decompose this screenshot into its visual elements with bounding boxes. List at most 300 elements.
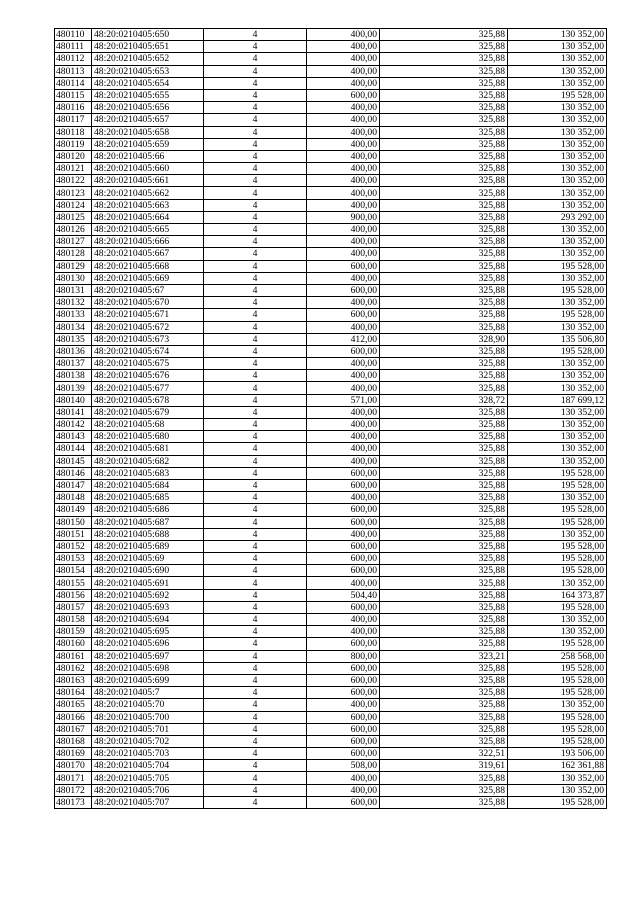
table-row [55, 211, 607, 223]
value-cell: 195 528,00 [508, 89, 607, 101]
rate-cell: 325,88 [380, 187, 508, 199]
category-cell: 4 [204, 796, 307, 808]
area-cell: 600,00 [307, 89, 380, 101]
area-cell: 600,00 [307, 504, 380, 516]
category-cell: 4 [204, 504, 307, 516]
rate-cell: 325,88 [380, 406, 508, 418]
area-cell: 800,00 [307, 650, 380, 662]
row-number-cell: 480117 [55, 114, 92, 126]
cadastral-number-cell: 48:20:0210405:67 [92, 284, 204, 296]
category-cell: 4 [204, 77, 307, 89]
cadastral-number-cell: 48:20:0210405:705 [92, 772, 204, 784]
row-number-cell: 480111 [55, 41, 92, 53]
value-cell: 130 352,00 [508, 382, 607, 394]
cadastral-number-cell: 48:20:0210405:689 [92, 540, 204, 552]
cadastral-number-cell: 48:20:0210405:690 [92, 565, 204, 577]
row-number-cell: 480135 [55, 333, 92, 345]
rate-cell: 325,88 [380, 419, 508, 431]
area-cell: 400,00 [307, 77, 380, 89]
table-row [55, 577, 607, 589]
row-number-cell: 480155 [55, 577, 92, 589]
area-cell: 600,00 [307, 284, 380, 296]
value-cell: 130 352,00 [508, 224, 607, 236]
value-cell: 130 352,00 [508, 406, 607, 418]
category-cell: 4 [204, 199, 307, 211]
value-cell: 130 352,00 [508, 626, 607, 638]
cadastral-number-cell: 48:20:0210405:660 [92, 163, 204, 175]
rate-cell: 325,88 [380, 492, 508, 504]
category-cell: 4 [204, 687, 307, 699]
rate-cell: 325,88 [380, 297, 508, 309]
rate-cell: 325,88 [380, 370, 508, 382]
category-cell: 4 [204, 699, 307, 711]
table-row [55, 650, 607, 662]
value-cell: 195 528,00 [508, 540, 607, 552]
value-cell: 130 352,00 [508, 114, 607, 126]
value-cell: 193 506,00 [508, 748, 607, 760]
table-row [55, 138, 607, 150]
category-cell: 4 [204, 443, 307, 455]
area-cell: 600,00 [307, 735, 380, 747]
row-number-cell: 480113 [55, 65, 92, 77]
rate-cell: 325,88 [380, 321, 508, 333]
row-number-cell: 480128 [55, 248, 92, 260]
table-row [55, 711, 607, 723]
row-number-cell: 480119 [55, 138, 92, 150]
rate-cell: 325,88 [380, 674, 508, 686]
cadastral-number-cell: 48:20:0210405:692 [92, 589, 204, 601]
table-row [55, 748, 607, 760]
row-number-cell: 480134 [55, 321, 92, 333]
cadastral-number-cell: 48:20:0210405:693 [92, 601, 204, 613]
value-cell: 195 528,00 [508, 674, 607, 686]
row-number-cell: 480124 [55, 199, 92, 211]
area-cell: 400,00 [307, 29, 380, 41]
table-row [55, 114, 607, 126]
area-cell: 400,00 [307, 382, 380, 394]
category-cell: 4 [204, 723, 307, 735]
value-cell: 195 528,00 [508, 309, 607, 321]
rate-cell: 325,88 [380, 53, 508, 65]
cadastral-number-cell: 48:20:0210405:655 [92, 89, 204, 101]
rate-cell: 325,88 [380, 284, 508, 296]
value-cell: 130 352,00 [508, 138, 607, 150]
value-cell: 130 352,00 [508, 126, 607, 138]
category-cell: 4 [204, 516, 307, 528]
area-cell: 400,00 [307, 248, 380, 260]
rate-cell: 325,88 [380, 224, 508, 236]
row-number-cell: 480159 [55, 626, 92, 638]
category-cell: 4 [204, 455, 307, 467]
table-row [55, 492, 607, 504]
value-cell: 195 528,00 [508, 601, 607, 613]
cadastral-number-cell: 48:20:0210405:672 [92, 321, 204, 333]
cadastral-number-cell: 48:20:0210405:675 [92, 358, 204, 370]
area-cell: 600,00 [307, 479, 380, 491]
area-cell: 508,00 [307, 760, 380, 772]
cadastral-number-cell: 48:20:0210405:662 [92, 187, 204, 199]
cadastral-number-cell: 48:20:0210405:658 [92, 126, 204, 138]
value-cell: 195 528,00 [508, 553, 607, 565]
rate-cell: 325,88 [380, 784, 508, 796]
row-number-cell: 480164 [55, 687, 92, 699]
table-row [55, 699, 607, 711]
category-cell: 4 [204, 711, 307, 723]
table-row [55, 723, 607, 735]
cadastral-number-cell: 48:20:0210405:701 [92, 723, 204, 735]
area-cell: 400,00 [307, 577, 380, 589]
rate-cell: 325,88 [380, 723, 508, 735]
rate-cell: 325,88 [380, 443, 508, 455]
row-number-cell: 480133 [55, 309, 92, 321]
row-number-cell: 480161 [55, 650, 92, 662]
table-row [55, 479, 607, 491]
rate-cell: 325,88 [380, 553, 508, 565]
area-cell: 400,00 [307, 419, 380, 431]
cadastral-number-cell: 48:20:0210405:670 [92, 297, 204, 309]
table-row [55, 150, 607, 162]
value-cell: 130 352,00 [508, 102, 607, 114]
cadastral-number-cell: 48:20:0210405:686 [92, 504, 204, 516]
category-cell: 4 [204, 614, 307, 626]
row-number-cell: 480172 [55, 784, 92, 796]
row-number-cell: 480126 [55, 224, 92, 236]
category-cell: 4 [204, 53, 307, 65]
row-number-cell: 480160 [55, 638, 92, 650]
table-row [55, 175, 607, 187]
value-cell: 162 361,88 [508, 760, 607, 772]
value-cell: 195 528,00 [508, 565, 607, 577]
cadastral-number-cell: 48:20:0210405:679 [92, 406, 204, 418]
rate-cell: 325,88 [380, 358, 508, 370]
table-row [55, 260, 607, 272]
category-cell: 4 [204, 29, 307, 41]
cadastral-number-cell: 48:20:0210405:698 [92, 662, 204, 674]
rate-cell: 325,88 [380, 89, 508, 101]
value-cell: 130 352,00 [508, 419, 607, 431]
rate-cell: 325,88 [380, 735, 508, 747]
table-row [55, 41, 607, 53]
category-cell: 4 [204, 735, 307, 747]
cadastral-number-cell: 48:20:0210405:657 [92, 114, 204, 126]
value-cell: 130 352,00 [508, 772, 607, 784]
table-row [55, 406, 607, 418]
value-cell: 135 506,80 [508, 333, 607, 345]
category-cell: 4 [204, 662, 307, 674]
cadastral-number-cell: 48:20:0210405:673 [92, 333, 204, 345]
area-cell: 400,00 [307, 699, 380, 711]
row-number-cell: 480144 [55, 443, 92, 455]
cadastral-number-cell: 48:20:0210405:707 [92, 796, 204, 808]
area-cell: 400,00 [307, 772, 380, 784]
table-row [55, 540, 607, 552]
area-cell: 600,00 [307, 516, 380, 528]
table-row [55, 126, 607, 138]
cadastral-number-cell: 48:20:0210405:666 [92, 236, 204, 248]
row-number-cell: 480169 [55, 748, 92, 760]
area-cell: 400,00 [307, 528, 380, 540]
category-cell: 4 [204, 419, 307, 431]
category-cell: 4 [204, 674, 307, 686]
cadastral-number-cell: 48:20:0210405:661 [92, 175, 204, 187]
table-row [55, 638, 607, 650]
table-row [55, 321, 607, 333]
area-cell: 900,00 [307, 211, 380, 223]
cadastral-number-cell: 48:20:0210405:665 [92, 224, 204, 236]
category-cell: 4 [204, 601, 307, 613]
row-number-cell: 480131 [55, 284, 92, 296]
cadastral-number-cell: 48:20:0210405:688 [92, 528, 204, 540]
value-cell: 130 352,00 [508, 150, 607, 162]
area-cell: 400,00 [307, 492, 380, 504]
table-row [55, 772, 607, 784]
rate-cell: 325,88 [380, 626, 508, 638]
area-cell: 400,00 [307, 65, 380, 77]
table-row [55, 662, 607, 674]
rate-cell: 325,88 [380, 431, 508, 443]
rate-cell: 325,88 [380, 150, 508, 162]
table-row [55, 760, 607, 772]
value-cell: 130 352,00 [508, 65, 607, 77]
table-row [55, 382, 607, 394]
value-cell: 130 352,00 [508, 321, 607, 333]
value-cell: 130 352,00 [508, 784, 607, 796]
cadastral-number-cell: 48:20:0210405:697 [92, 650, 204, 662]
cadastral-number-cell: 48:20:0210405:682 [92, 455, 204, 467]
rate-cell: 325,88 [380, 614, 508, 626]
row-number-cell: 480121 [55, 163, 92, 175]
value-cell: 130 352,00 [508, 187, 607, 199]
value-cell: 195 528,00 [508, 687, 607, 699]
table-row [55, 163, 607, 175]
cadastral-value-table [54, 28, 607, 809]
table-row [55, 199, 607, 211]
category-cell: 4 [204, 492, 307, 504]
category-cell: 4 [204, 89, 307, 101]
table-row [55, 626, 607, 638]
row-number-cell: 480153 [55, 553, 92, 565]
value-cell: 195 528,00 [508, 638, 607, 650]
table-row [55, 224, 607, 236]
rate-cell: 325,88 [380, 102, 508, 114]
table-row [55, 370, 607, 382]
row-number-cell: 480157 [55, 601, 92, 613]
table-row [55, 467, 607, 479]
area-cell: 400,00 [307, 41, 380, 53]
category-cell: 4 [204, 589, 307, 601]
area-cell: 412,00 [307, 333, 380, 345]
cadastral-number-cell: 48:20:0210405:667 [92, 248, 204, 260]
area-cell: 400,00 [307, 102, 380, 114]
rate-cell: 325,88 [380, 540, 508, 552]
cadastral-number-cell: 48:20:0210405:70 [92, 699, 204, 711]
cadastral-number-cell: 48:20:0210405:651 [92, 41, 204, 53]
category-cell: 4 [204, 748, 307, 760]
row-number-cell: 480167 [55, 723, 92, 735]
cadastral-number-cell: 48:20:0210405:694 [92, 614, 204, 626]
rate-cell: 325,88 [380, 248, 508, 260]
cadastral-number-cell: 48:20:0210405:66 [92, 150, 204, 162]
area-cell: 400,00 [307, 236, 380, 248]
value-cell: 195 528,00 [508, 662, 607, 674]
row-number-cell: 480142 [55, 419, 92, 431]
row-number-cell: 480110 [55, 29, 92, 41]
table-row [55, 89, 607, 101]
table-row [55, 77, 607, 89]
area-cell: 400,00 [307, 272, 380, 284]
rate-cell: 325,88 [380, 175, 508, 187]
table-row [55, 674, 607, 686]
value-cell: 130 352,00 [508, 77, 607, 89]
category-cell: 4 [204, 394, 307, 406]
value-cell: 130 352,00 [508, 297, 607, 309]
table-row [55, 65, 607, 77]
rate-cell: 325,88 [380, 199, 508, 211]
area-cell: 400,00 [307, 138, 380, 150]
table-row [55, 187, 607, 199]
row-number-cell: 480168 [55, 735, 92, 747]
cadastral-number-cell: 48:20:0210405:684 [92, 479, 204, 491]
table-row [55, 309, 607, 321]
cadastral-number-cell: 48:20:0210405:685 [92, 492, 204, 504]
area-cell: 600,00 [307, 540, 380, 552]
table-row [55, 565, 607, 577]
table-row [55, 419, 607, 431]
row-number-cell: 480151 [55, 528, 92, 540]
row-number-cell: 480143 [55, 431, 92, 443]
area-cell: 400,00 [307, 199, 380, 211]
row-number-cell: 480173 [55, 796, 92, 808]
area-cell: 400,00 [307, 626, 380, 638]
value-cell: 195 528,00 [508, 723, 607, 735]
value-cell: 130 352,00 [508, 455, 607, 467]
area-cell: 400,00 [307, 114, 380, 126]
area-cell: 400,00 [307, 163, 380, 175]
value-cell: 195 528,00 [508, 467, 607, 479]
value-cell: 195 528,00 [508, 504, 607, 516]
rate-cell: 325,88 [380, 211, 508, 223]
category-cell: 4 [204, 382, 307, 394]
cadastral-number-cell: 48:20:0210405:664 [92, 211, 204, 223]
value-cell: 293 292,00 [508, 211, 607, 223]
cadastral-number-cell: 48:20:0210405:656 [92, 102, 204, 114]
area-cell: 600,00 [307, 260, 380, 272]
area-cell: 400,00 [307, 784, 380, 796]
value-cell: 130 352,00 [508, 431, 607, 443]
row-number-cell: 480171 [55, 772, 92, 784]
area-cell: 600,00 [307, 711, 380, 723]
row-number-cell: 480146 [55, 467, 92, 479]
area-cell: 400,00 [307, 224, 380, 236]
table-row [55, 431, 607, 443]
table-row [55, 358, 607, 370]
value-cell: 130 352,00 [508, 272, 607, 284]
row-number-cell: 480138 [55, 370, 92, 382]
cadastral-number-cell: 48:20:0210405:676 [92, 370, 204, 382]
category-cell: 4 [204, 540, 307, 552]
value-cell: 130 352,00 [508, 492, 607, 504]
rate-cell: 325,88 [380, 711, 508, 723]
row-number-cell: 480147 [55, 479, 92, 491]
area-cell: 400,00 [307, 53, 380, 65]
cadastral-number-cell: 48:20:0210405:704 [92, 760, 204, 772]
category-cell: 4 [204, 358, 307, 370]
category-cell: 4 [204, 772, 307, 784]
row-number-cell: 480116 [55, 102, 92, 114]
area-cell: 600,00 [307, 467, 380, 479]
category-cell: 4 [204, 272, 307, 284]
table-row [55, 455, 607, 467]
value-cell: 130 352,00 [508, 443, 607, 455]
area-cell: 400,00 [307, 455, 380, 467]
rate-cell: 328,90 [380, 333, 508, 345]
value-cell: 130 352,00 [508, 41, 607, 53]
rate-cell: 325,88 [380, 638, 508, 650]
rate-cell: 325,88 [380, 699, 508, 711]
area-cell: 600,00 [307, 748, 380, 760]
category-cell: 4 [204, 187, 307, 199]
row-number-cell: 480132 [55, 297, 92, 309]
row-number-cell: 480136 [55, 345, 92, 357]
cadastral-number-cell: 48:20:0210405:654 [92, 77, 204, 89]
cadastral-number-cell: 48:20:0210405:678 [92, 394, 204, 406]
value-cell: 195 528,00 [508, 284, 607, 296]
value-cell: 130 352,00 [508, 614, 607, 626]
cadastral-number-cell: 48:20:0210405:69 [92, 553, 204, 565]
rate-cell: 325,88 [380, 272, 508, 284]
area-cell: 600,00 [307, 638, 380, 650]
cadastral-number-cell: 48:20:0210405:674 [92, 345, 204, 357]
row-number-cell: 480140 [55, 394, 92, 406]
rate-cell: 325,88 [380, 29, 508, 41]
row-number-cell: 480129 [55, 260, 92, 272]
table-row [55, 516, 607, 528]
value-cell: 130 352,00 [508, 370, 607, 382]
category-cell: 4 [204, 638, 307, 650]
category-cell: 4 [204, 224, 307, 236]
value-cell: 195 528,00 [508, 260, 607, 272]
cadastral-number-cell: 48:20:0210405:683 [92, 467, 204, 479]
area-cell: 400,00 [307, 175, 380, 187]
category-cell: 4 [204, 528, 307, 540]
cadastral-number-cell: 48:20:0210405:650 [92, 29, 204, 41]
rate-cell: 325,88 [380, 528, 508, 540]
value-cell: 195 528,00 [508, 711, 607, 723]
row-number-cell: 480127 [55, 236, 92, 248]
category-cell: 4 [204, 138, 307, 150]
rate-cell: 323,21 [380, 650, 508, 662]
value-cell: 195 528,00 [508, 479, 607, 491]
row-number-cell: 480141 [55, 406, 92, 418]
table-row [55, 735, 607, 747]
value-cell: 130 352,00 [508, 358, 607, 370]
rate-cell: 325,88 [380, 260, 508, 272]
row-number-cell: 480156 [55, 589, 92, 601]
rate-cell: 325,88 [380, 577, 508, 589]
category-cell: 4 [204, 565, 307, 577]
area-cell: 400,00 [307, 406, 380, 418]
area-cell: 600,00 [307, 565, 380, 577]
category-cell: 4 [204, 114, 307, 126]
rate-cell: 325,88 [380, 309, 508, 321]
rate-cell: 325,88 [380, 772, 508, 784]
row-number-cell: 480162 [55, 662, 92, 674]
value-cell: 130 352,00 [508, 29, 607, 41]
value-cell: 130 352,00 [508, 248, 607, 260]
cadastral-number-cell: 48:20:0210405:659 [92, 138, 204, 150]
row-number-cell: 480166 [55, 711, 92, 723]
category-cell: 4 [204, 297, 307, 309]
